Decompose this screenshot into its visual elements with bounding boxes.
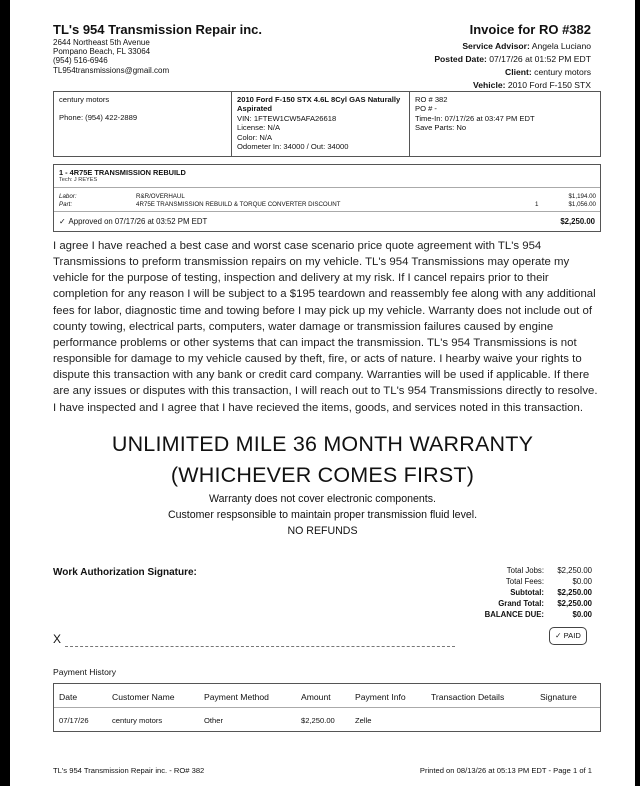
- terms-paragraph: I agree I have reached a best case and worst case scenario price quote agreement with TL's 954 Transmissions to preform transmission repairs on my vehicle. TL's 954 Transmissions may operate my vehicle for the purpose of testing, inspection and delivery at my risk. If I cancel repairs prior to their completion for any reason I will be subject to a $195 teardown and reassembly fee along with any additional fees for labor, diagnostic time and towing before I may pick up my vehicle. Warranty does not include out of county towing, electrical parts, computers, water damage or transmission failures caused by engine performance problems or other systems that can impact the transmission. TL's 954 Transmissions is not responsible for damage to my vehicle caused by theft, fire, or acts of nature. I hearby waive your rights to dispute this transaction with any bank or credit card company. Warranties will be used if applicable. If there are any issues or disputes with this transaction, I will reach out to TL's 954 Transmissions directly to resolve. I have inspected and I agree that I have recieved the items, goods, and services noted in this transaction.: [53, 240, 598, 414]
- balance-due-row: [485, 610, 592, 621]
- service-advisor: [462, 41, 591, 51]
- shop-address-line2: Pompano Beach, FL 33064: [53, 47, 151, 56]
- balance-due-value: $0.00: [572, 609, 592, 619]
- client-label: Client:: [505, 67, 532, 77]
- shop-phone: (954) 516-6946: [53, 56, 108, 65]
- grand-total-value: $2,250.00: [557, 598, 592, 608]
- customer-name: century motors: [59, 95, 110, 104]
- shop-email: TL954transmissions@gmail.com: [53, 66, 170, 75]
- checkmark-icon: ✓: [555, 631, 562, 640]
- vehicle-info: [232, 92, 410, 156]
- job-tech: Tech: J REYES: [59, 177, 98, 183]
- job-header: [54, 165, 600, 188]
- posted-date: [434, 54, 591, 64]
- vehicle-vin: VIN: 1FTEW1CW5AFA26618: [237, 113, 337, 123]
- total-jobs-label: Total Jobs:: [506, 566, 544, 575]
- info-box: [53, 91, 601, 157]
- labor-description: R&R/OVERHAUL: [136, 193, 185, 200]
- total-fees-value: $0.00: [572, 576, 592, 586]
- labor-amount: $1,194.00: [568, 193, 596, 200]
- paid-label: PAID: [563, 631, 581, 640]
- save-parts: Save Parts: No: [415, 123, 467, 133]
- service-advisor-label: Service Advisor:: [462, 41, 530, 51]
- payment-customer: century motors: [112, 716, 163, 725]
- checkmark-icon: ✓: [59, 217, 66, 226]
- part-label: Part:: [59, 201, 73, 208]
- vehicle: [473, 80, 591, 90]
- payment-history-table: [53, 683, 601, 732]
- header-date: Date: [59, 692, 78, 702]
- time-in: Time-In: 07/17/26 at 03:47 PM EDT: [415, 113, 535, 123]
- signature-x-mark: X: [53, 632, 62, 646]
- warranty-subheading: (WHICHEVER COMES FIRST): [170, 463, 475, 487]
- client-value: century motors: [534, 67, 591, 77]
- payment-amount: $2,250.00: [301, 716, 335, 725]
- grand-total-row: [485, 599, 592, 610]
- approval-text: Approved on 07/17/26 at 03:52 PM EDT: [68, 217, 208, 226]
- posted-date-label: Posted Date:: [434, 54, 487, 64]
- customer-info: [54, 92, 232, 156]
- payment-history-title: Payment History: [53, 667, 117, 677]
- table-row: [54, 708, 600, 732]
- part-quantity: 1: [535, 201, 539, 208]
- paid-badge: [549, 627, 587, 645]
- signature-line[interactable]: [65, 646, 455, 647]
- payment-method: Other: [204, 716, 223, 725]
- warranty-heading: UNLIMITED MILE 36 MONTH WARRANTY: [111, 432, 534, 456]
- invoice-page: [10, 0, 635, 786]
- footer-printed-on: Printed on 08/13/26 at 05:13 PM EDT - Page 1 of 1: [419, 766, 592, 775]
- subtotal-value: $2,250.00: [557, 587, 592, 597]
- grand-total-label: Grand Total:: [498, 598, 544, 608]
- part-description: 4R75E TRANSMISSION REBUILD & TORQUE CONVERTER DISCOUNT: [136, 201, 341, 208]
- total-jobs-value: $2,250.00: [557, 566, 592, 575]
- header-signature: Signature: [540, 692, 577, 702]
- warranty-note-electronics: Warranty does not cover electronic components.: [209, 493, 436, 505]
- work-authorization-label: Work Authorization Signature:: [53, 567, 197, 578]
- shop-address-line1: 2644 Northeast 5th Avenue: [53, 38, 150, 47]
- service-advisor-value: Angela Luciano: [531, 41, 591, 51]
- vehicle-value: 2010 Ford F-150 STX: [507, 80, 591, 90]
- payment-info: Zelle: [355, 716, 372, 725]
- no-refunds-note: NO REFUNDS: [287, 525, 358, 537]
- header-payment-info: Payment Info: [355, 692, 406, 702]
- po-number: PO # -: [415, 104, 437, 114]
- job-title: 1 - 4R75E TRANSMISSION REBUILD: [59, 168, 186, 177]
- customer-phone: Phone: (954) 422-2889: [59, 113, 138, 123]
- vehicle-odometer: Odometer In: 34000 / Out: 34000: [237, 142, 349, 152]
- vehicle-title: 2010 Ford F-150 STX 4.6L 8Cyl GAS Naturally Aspirated: [237, 95, 401, 114]
- client: [505, 67, 591, 77]
- header-customer-name: Customer Name: [112, 692, 175, 702]
- vehicle-license: License: N/A: [237, 123, 281, 133]
- posted-date-value: 07/17/26 at 01:52 PM EDT: [489, 54, 591, 64]
- subtotal-label: Subtotal:: [510, 587, 544, 597]
- part-row: [59, 201, 596, 209]
- totals-summary: [485, 566, 592, 621]
- total-fees-row: [485, 577, 592, 588]
- job-box: [53, 164, 601, 232]
- balance-due-label: BALANCE DUE:: [484, 609, 544, 619]
- header-transaction-details: Transaction Details: [431, 692, 505, 702]
- job-total: $2,250.00: [560, 217, 595, 226]
- ro-info: [410, 92, 600, 156]
- ro-number: RO # 382: [415, 95, 448, 104]
- warranty-note-fluid: Customer respsonsible to maintain proper transmission fluid level.: [167, 509, 478, 521]
- labor-label: Labor:: [59, 193, 77, 200]
- header-payment-method: Payment Method: [204, 692, 269, 702]
- vehicle-label: Vehicle:: [473, 80, 506, 90]
- payment-history-header: [54, 684, 600, 708]
- labor-row: [59, 193, 596, 201]
- total-fees-label: Total Fees:: [505, 576, 544, 586]
- payment-date: 07/17/26: [59, 716, 89, 725]
- subtotal-row: [485, 588, 592, 599]
- part-amount: $1,056.00: [568, 201, 596, 208]
- shop-name: TL's 954 Transmission Repair inc.: [53, 22, 263, 37]
- total-jobs-row: [485, 566, 592, 577]
- header-amount: Amount: [301, 692, 331, 702]
- footer-shop-ro: TL's 954 Transmission Repair inc. - RO# 382: [53, 766, 205, 775]
- invoice-title: Invoice for RO #382: [469, 22, 591, 37]
- job-approval: [54, 211, 600, 231]
- vehicle-color: Color: N/A: [237, 132, 273, 142]
